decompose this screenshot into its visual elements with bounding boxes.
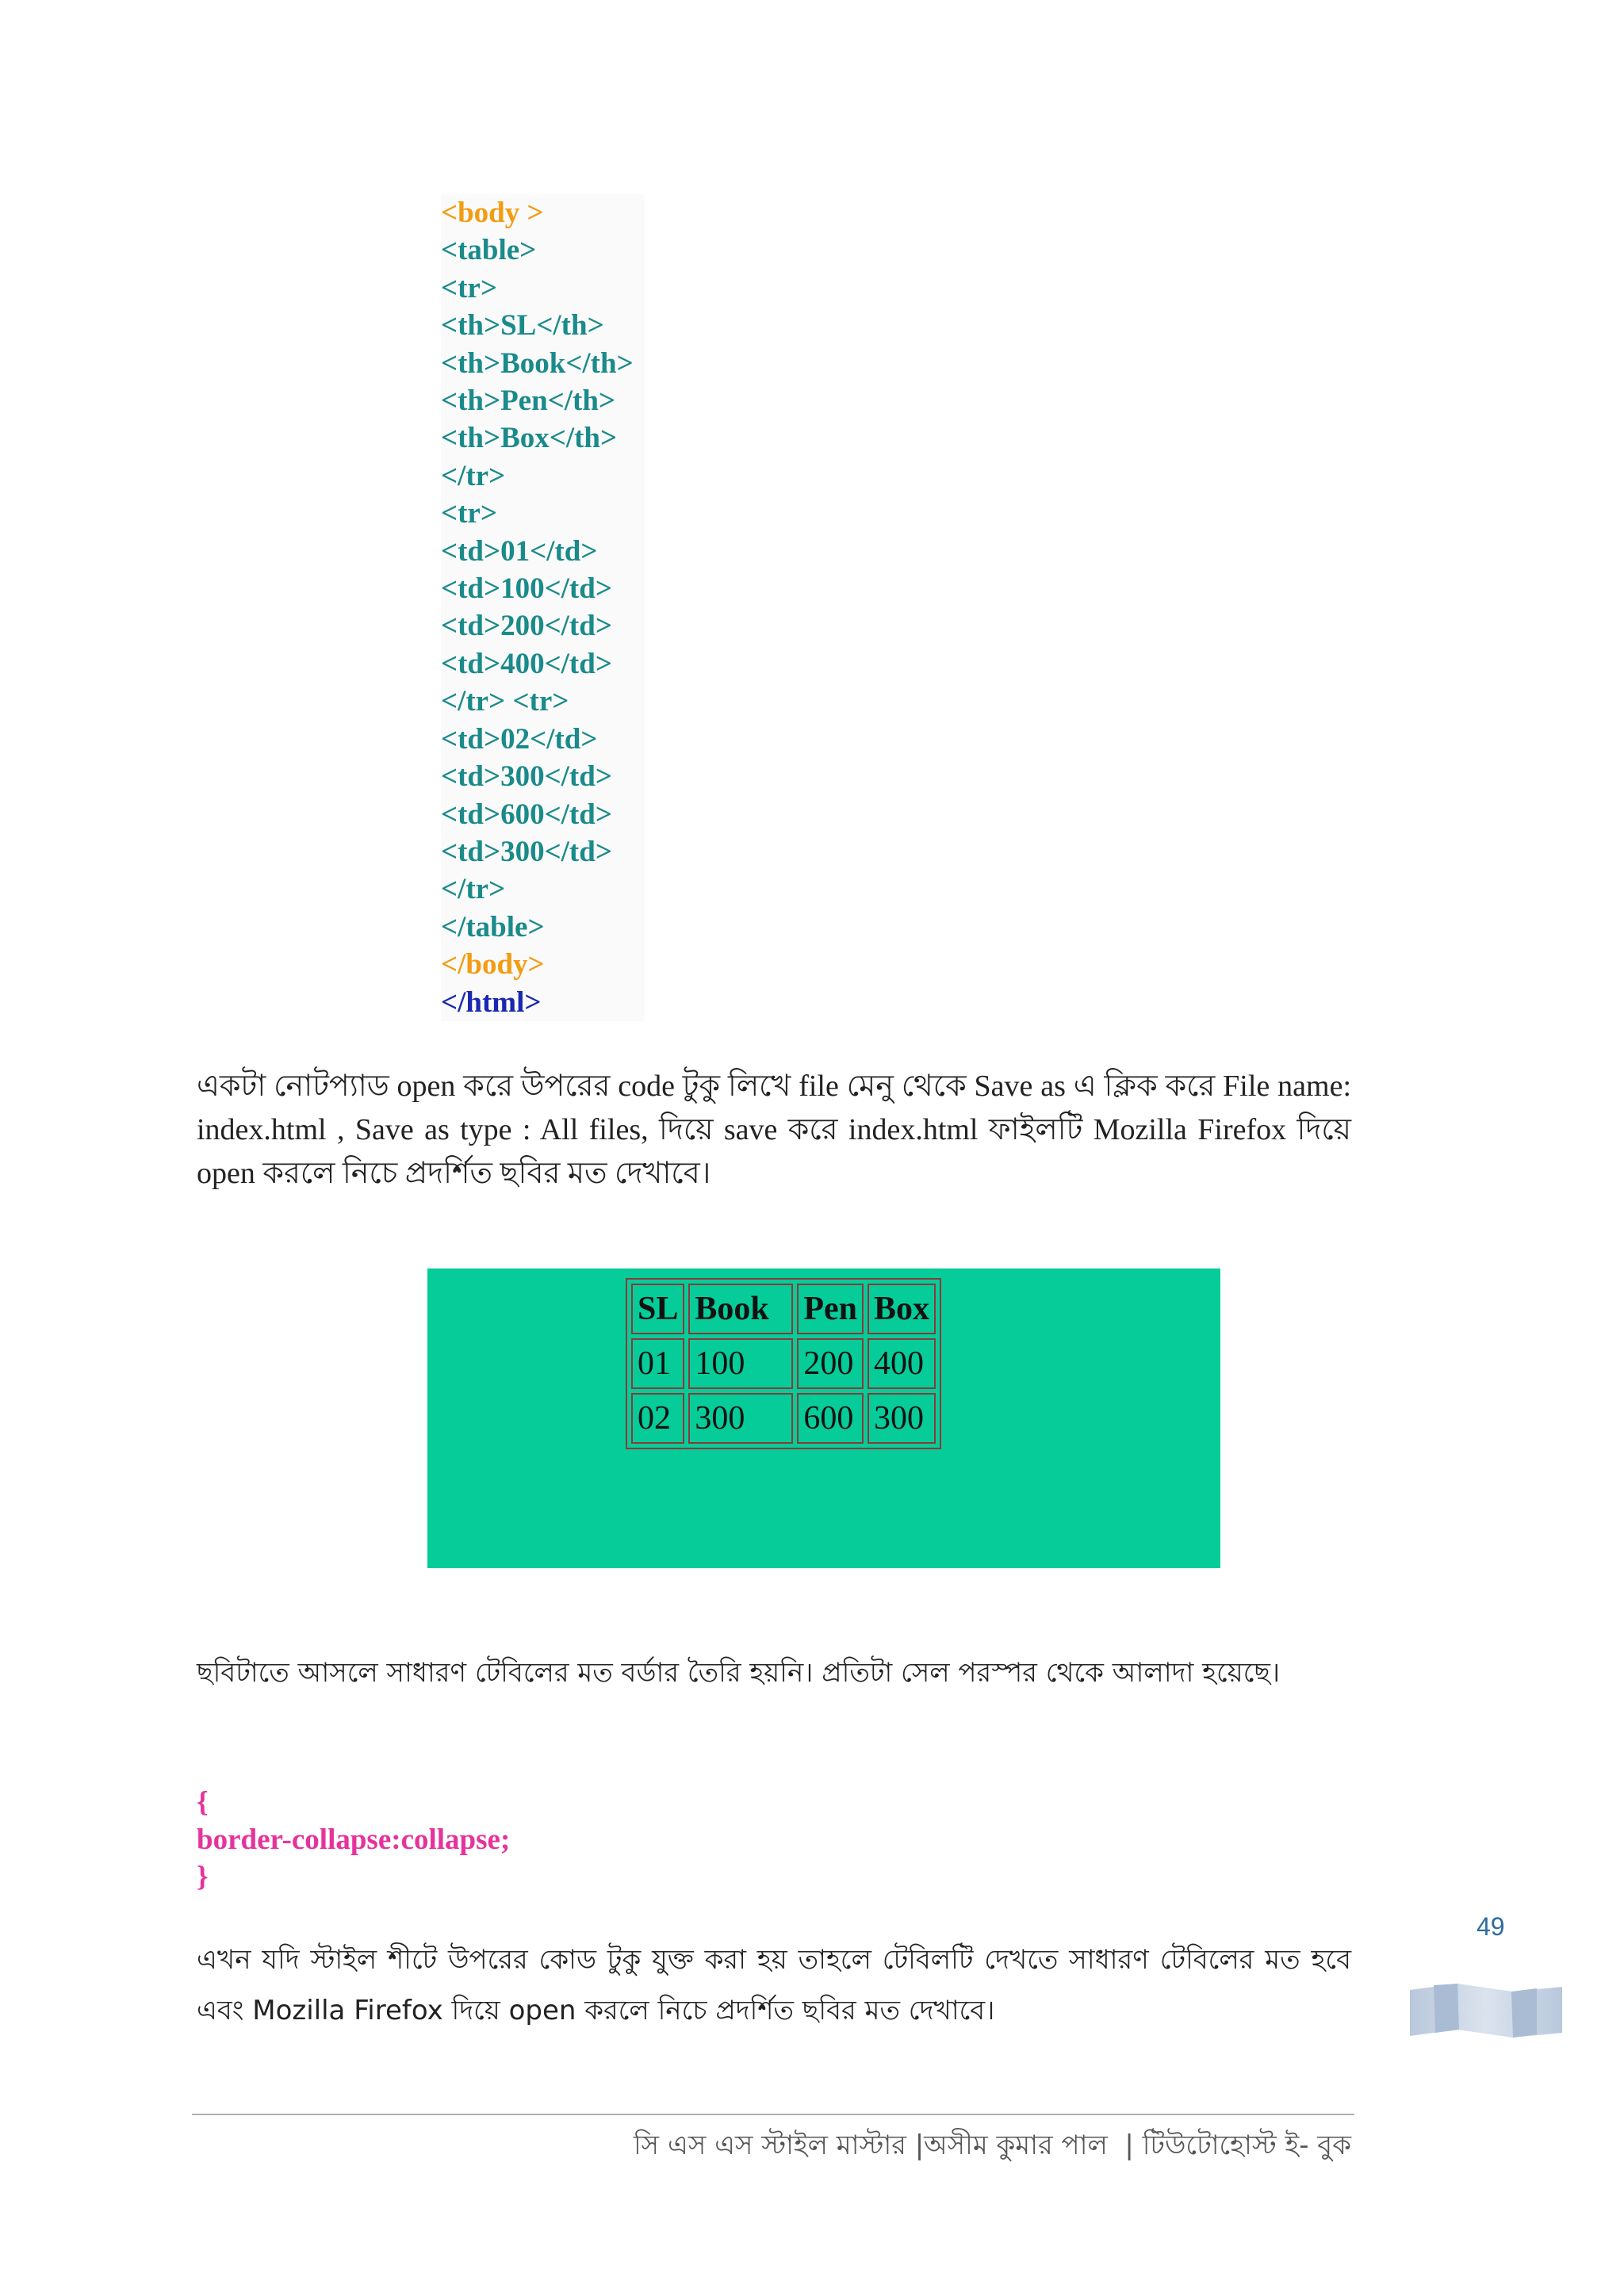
table-row <box>631 1338 936 1389</box>
page-number: 49 <box>1477 1912 1505 1941</box>
firefox-render-screenshot <box>427 1269 1220 1568</box>
code-line: <td>200</td> <box>441 610 612 643</box>
code-line: <td>300</td> <box>441 835 612 868</box>
table-cell: 600 <box>797 1393 864 1444</box>
header-cell: SL <box>631 1284 684 1334</box>
code-line: </tr> <box>441 873 506 906</box>
code-line: <table> <box>441 234 537 267</box>
table-header-row <box>631 1284 936 1334</box>
code-line: <td>600</td> <box>441 798 612 831</box>
table-cell: 400 <box>868 1338 936 1389</box>
table-cell: 200 <box>797 1338 864 1389</box>
footer-text: সি এস এস স্টাইল মাস্টার |অসীম কুমার পাল | টিউটোহোস্ট ই- বুক <box>633 2130 1351 2161</box>
code-line: </body> <box>441 948 545 982</box>
header-cell: Book <box>688 1284 793 1334</box>
footer-divider <box>192 2114 1354 2115</box>
table-cell: 01 <box>631 1338 684 1389</box>
code-line: <th>Box</th> <box>441 422 618 455</box>
explanation-paragraph: ছবিটাতে আসলে সাধারণ টেবিলের মত বর্ডার তৈরি হয়নি। প্রতিটা সেল পরস্পর থেকে আলাদা হয়েছে। <box>197 1657 1281 1689</box>
css-rule-block <box>197 1784 510 1896</box>
code-line: </html> <box>441 985 542 1019</box>
code-line: <td>100</td> <box>441 572 612 606</box>
code-line: <tr> <box>441 497 497 530</box>
code-line: </tr> <box>441 459 506 492</box>
code-line: <tr> <box>441 271 497 304</box>
code-line: <td>400</td> <box>441 647 612 680</box>
code-line: <th>Book</th> <box>441 346 634 380</box>
instruction-paragraph: একটা নোটপ্যাড open করে উপরের code টুকু লিখে file মেনু থেকে Save as এ ক্লিক করে File name: index.html , Save as type : All files, দিয়ে save করে index.html ফাইলটি Mozilla Firefox দিয়ে open করলে নিচে প্রদর্শিত ছবির মত দেখাবে। <box>197 1070 1351 1190</box>
page-banner-ribbon <box>1410 1980 1562 2039</box>
code-line: <body > <box>441 197 544 229</box>
table-cell: 300 <box>688 1393 793 1444</box>
code-line: <th>SL</th> <box>441 309 604 342</box>
followup-paragraph: এখন যদি স্টাইল শীটে উপরের কোড টুকু যুক্ত করা হয় তাহলে টেবিলটি দেখতে সাধারণ টেবিলের মত হবে এবং Mozilla Firefox দিয়ে open করলে নিচে প্রদর্শিত ছবির মত দেখাবে। <box>197 1944 1351 2026</box>
table-cell: 300 <box>868 1393 936 1444</box>
html-code-block <box>441 194 645 1021</box>
css-close-brace: } <box>197 1861 209 1893</box>
css-open-brace: { <box>197 1786 209 1819</box>
code-line: <th>Pen</th> <box>441 385 616 418</box>
demo-table <box>626 1278 941 1449</box>
code-line: <td>02</td> <box>441 722 598 756</box>
css-declaration: border-collapse:collapse; <box>197 1823 511 1856</box>
code-line: </table> <box>441 910 545 943</box>
header-cell: Pen <box>797 1284 864 1334</box>
table-cell: 02 <box>631 1393 684 1444</box>
header-cell: Box <box>868 1284 936 1334</box>
code-line: </tr> <tr> <box>441 685 569 718</box>
code-line: <td>300</td> <box>441 760 612 794</box>
table-cell: 100 <box>688 1338 793 1389</box>
code-line: <td>01</td> <box>441 534 598 568</box>
table-row <box>631 1393 936 1444</box>
